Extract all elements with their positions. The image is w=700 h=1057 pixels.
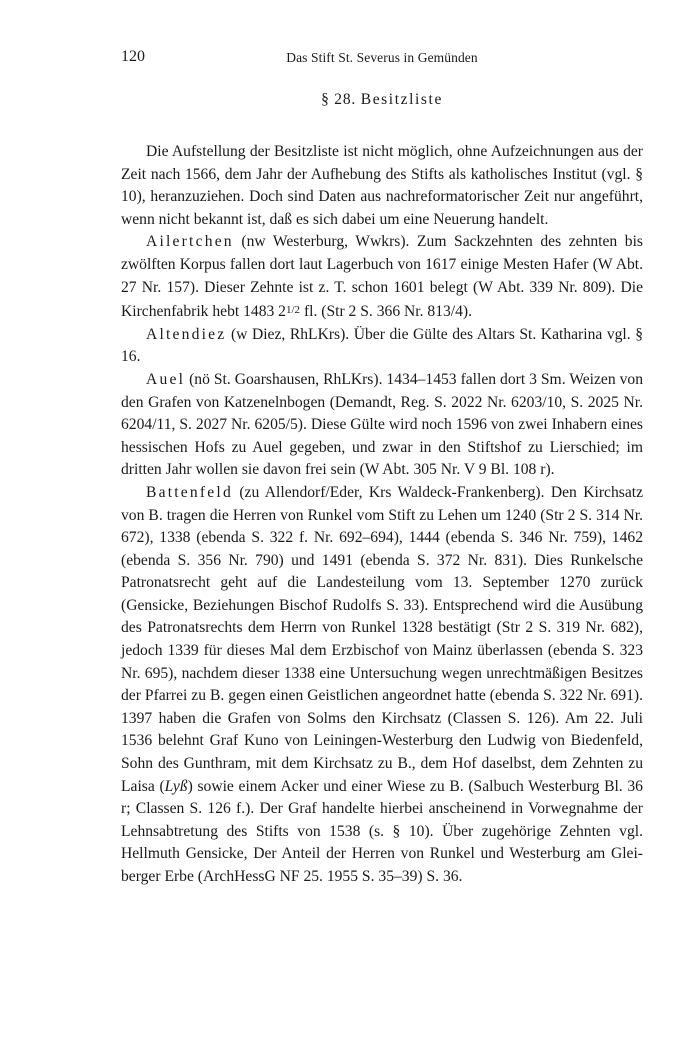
section-heading (121, 91, 643, 109)
entry-ailertchen (121, 231, 643, 323)
fraction: 1/2 (285, 304, 301, 317)
section-title: Besitzliste (360, 91, 443, 108)
book-page (121, 40, 643, 889)
entry-text: (w Diez, RhLKrs). Über die Gülte des Altars St. Katharina vgl. § 16. (121, 325, 643, 366)
running-title: Das Stift St. Severus in Gemünden (286, 50, 478, 65)
entry-altendiez (121, 324, 643, 369)
running-head (121, 40, 643, 68)
entry-text: (zu Allendorf/Eder, Krs Waldeck-Frankenberg). Den Kirchsatz von B. tragen die Herren von Runkel vom Stift zu Lehen um 1240 (Str 2 S. 314 Nr. 672), 1338 (ebenda S. 322 f. Nr. 692–694), 1444 (ebenda S. 346 Nr. 759), 1462 (ebenda S. 356 Nr. 790) und 1491 (ebenda S. 372 Nr. 831). Dies Runkelsche Patronatsrecht geht auf die Landesteilung vom 13. September 1270 zurück (Gensicke, Beziehungen Bischof Rudolfs S. 33). Entsprechend wird die Ausübung des Patronatsrechts dem Herrn von Runkel 1328 bestätigt (Str 2 S. 319 Nr. 682), jedoch 1339 für dieses Mal dem Erzbischof von Mainz überlassen (ebenda S. 323 Nr. 695), nachdem dieser 1338 eine Untersuchung wegen unrechtmäßigen Besitzes der Pfarrei zu B. gegen einen Geistlichen angeordnet hatte (ebenda S. 322 Nr. 691). 1397 haben die Grafen von Solms den Kirchsatz (Classen S. 126). Am 22. Juli 1536 belehnt Graf Kuno von Leiningen-Westerburg den Ludwig von Biedenfeld, Sohn des Gunthram, mit dem Kirchsatz zu B., dem Hof daselbst, dem Zehnten zu Laisa ( (121, 483, 643, 795)
section-number: § 28. (321, 91, 357, 108)
entry-text: (nw Westerburg, Wwkrs). Zum Sackzehnten des zehnten bis zwölften Korpus fallen dort laut Lagerbuch von 1617 einige Mesten Hafer (W Abt. 27 Nr. 157). Dieser Zehnte ist z. T. schon 1601 belegt (W Abt. 339 Nr. 809). Die Kirchenfabrik hebt 1483 2 (121, 233, 643, 321)
page-number: 120 (121, 48, 145, 65)
paragraph-text: Die Aufstellung der Besitzliste ist nicht möglich, ohne Aufzeichnungen aus der Zeit nach 1566, dem Jahr der Aufhebung des Stifts als katholisches Institut (vgl. § 10), heranzuziehen. Doch sind Daten aus nachreformatorischer Zeit nur angeführt, wenn nicht bekannt ist, daß es sich dabei um eine Neuerung handelt. (121, 143, 643, 228)
entry-battenfeld (121, 482, 643, 889)
entry-text: (nö St. Goarshausen, RhLKrs). 1434–1453 fallen dort 3 Sm. Weizen von den Grafen von Katzenelnbogen (Demandt, Reg. S. 2022 Nr. 6203/10, S. 2025 Nr. 6204/11, S. 2027 Nr. 6205/5). Diese Gülte wird noch 1596 von zwei Inhabern eines hessischen Hofs zu Auel gegeben, und zwar in den Stiftshof zu Lierschied; im dritten Jahr wollen sie davon frei sein (W Abt. 305 Nr. V 9 Bl. 108 r). (121, 370, 643, 479)
place-name: Battenfeld (146, 483, 233, 501)
italic-term: Lyß (164, 777, 188, 795)
body-text (121, 141, 643, 889)
place-name: Auel (146, 370, 186, 388)
entry-text-after: ) sowie einem Acker und einer Wiese zu B. (Salbuch Westerburg Bl. 36 r; Classen S. 126 f.). Der Graf handelte hierbei anscheinend in Vorwegnahme der Lehnsabtretung des Stifts von 1538 (s. § 10). Über zugehörige Zehnten vgl. Hellmuth Gensicke, Der Anteil der Herren von Runkel und Westerburg am Gleiberger Erbe (ArchHessG NF 25. 1955 S. 35–39) S. 36. (121, 777, 643, 885)
entry-auel (121, 369, 643, 482)
paragraph-intro (121, 141, 643, 231)
place-name: Altendiez (146, 325, 227, 343)
place-name: Ailertchen (146, 233, 234, 251)
entry-text-after: fl. (Str 2 S. 366 Nr. 813/4). (300, 303, 473, 321)
